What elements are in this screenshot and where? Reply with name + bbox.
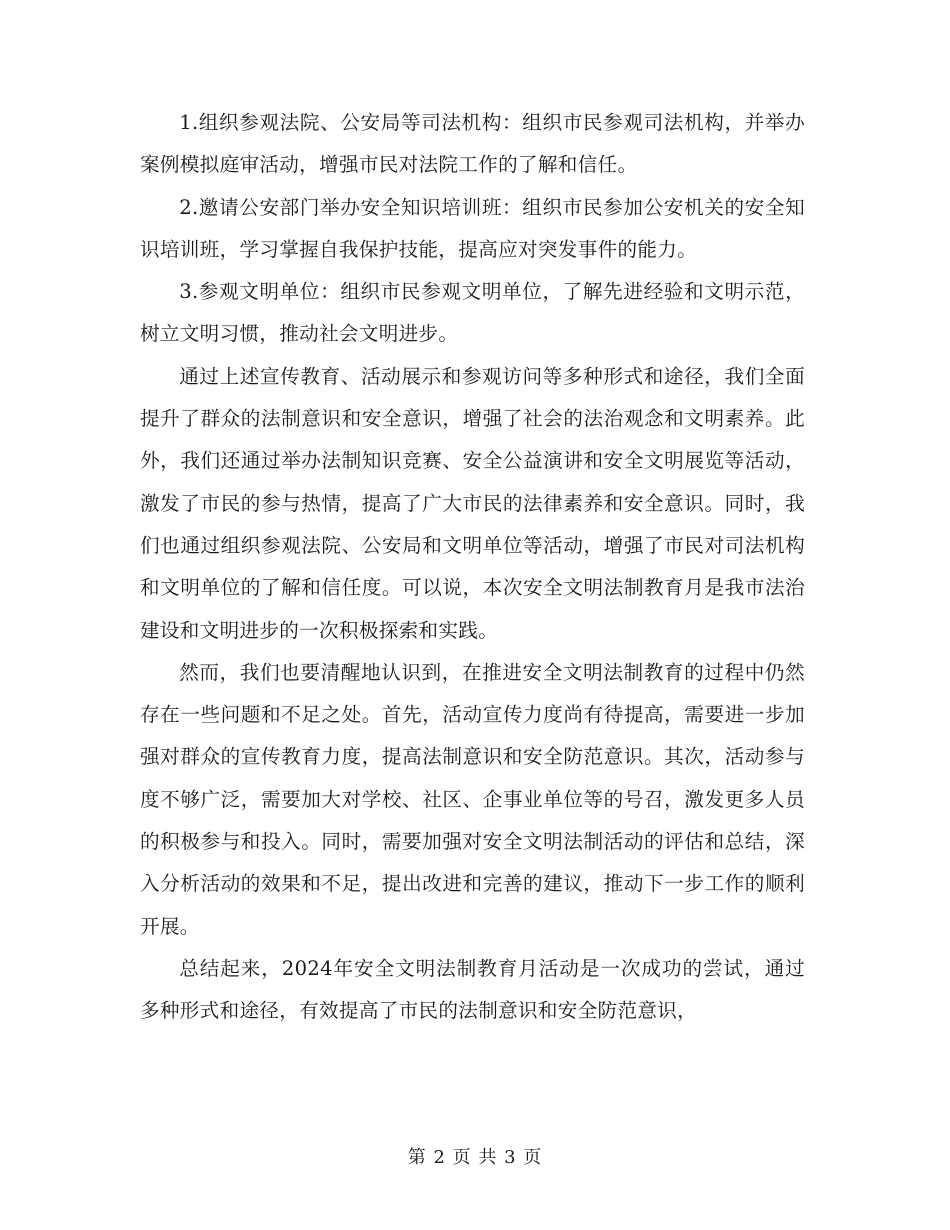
paragraph-summary: 通过上述宣传教育、活动展示和参观访问等多种形式和途径，我们全面提升了群众的法制意识和安全意识，增强了社会的法治观念和文明素养。此外，我们还通过举办法制知识竞赛、安全公益演讲和安全文明展览等活动，激发了市民的参与热情，提高了广大市民的法律素养和安全意识。同时，我们也通过组织参观法院、公安局和文明单位等活动，增强了市民对司法机构和文明单位的了解和信任度。可以说，本次安全文明法制教育月是我市法治建设和文明进步的一次积极探索和实践。 <box>140 364 805 642</box>
paragraph-issues: 然而，我们也要清醒地认识到，在推进安全文明法制教育的过程中仍然存在一些问题和不足之处。首先，活动宣传力度尚有待提高，需要进一步加强对群众的宣传教育力度，提高法制意识和安全防范意识。其次，活动参与度不够广泛，需要加大对学校、社区、企事业单位等的号召，激发更多人员的积极参与和投入。同时，需要加强对安全文明法制活动的评估和总结，深入分析活动的效果和不足，提出改进和完善的建议，推动下一步工作的顺利开展。 <box>140 660 805 938</box>
page-number-footer: 第 2 页 共 3 页 <box>407 1147 543 1168</box>
paragraph-item-2: 2.邀请公安部门举办安全知识培训班：组织市民参加公安机关的安全知识培训班，学习掌握自我保护技能，提高应对突发事件的能力。 <box>140 195 805 261</box>
paragraph-conclusion: 总结起来，2024年安全文明法制教育月活动是一次成功的尝试，通过多种形式和途径，有效提高了市民的法制意识和安全防范意识， <box>140 956 805 1023</box>
paragraph-item-3: 3.参观文明单位：组织市民参观文明单位，了解先进经验和文明示范，树立文明习惯，推动社会文明进步。 <box>140 280 805 346</box>
document-body <box>140 102 805 1033</box>
paragraph-item-1: 1.组织参观法院、公安局等司法机构：组织市民参观司法机构，并举办案例模拟庭审活动，增强市民对法院工作的了解和信任。 <box>140 111 805 177</box>
